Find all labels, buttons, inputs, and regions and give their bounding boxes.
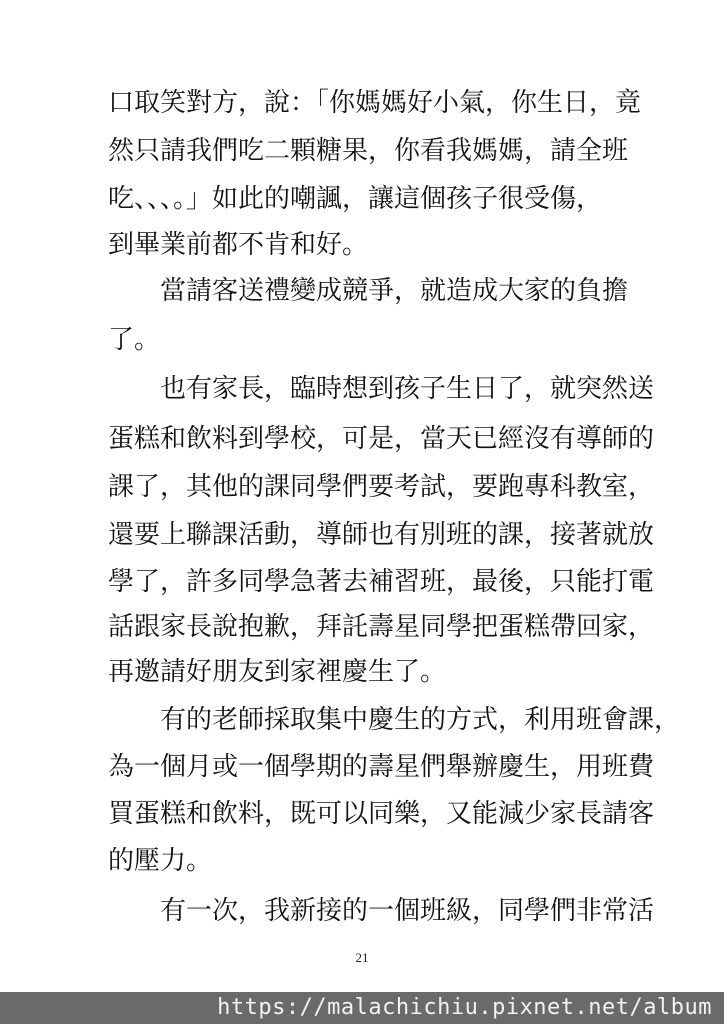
body-line-16: 買蛋糕和飲料，既可以同樂，又能減少家長請客 [108, 799, 655, 829]
body-line-2: 然只請我們吃二顆糖果，你看我媽媽，請全班 [108, 136, 629, 166]
watermark-url: https://malachichiu.pixnet.net/album [217, 995, 712, 1020]
body-line-5: 當請客送禮變成競爭，就造成大家的負擔 [108, 276, 629, 306]
body-line-8: 蛋糕和飲料到學校，可是，當天已經沒有導師的 [108, 424, 655, 454]
body-line-18: 有一次，我新接的一個班級，同學們非常活 [108, 896, 655, 926]
body-line-15: 為一個月或一個學期的壽星們舉辦慶生，用班費 [108, 752, 655, 782]
body-line-4: 到畢業前都不肯和好。 [108, 230, 369, 260]
body-line-10: 還要上聯課活動，導師也有別班的課，接著就放 [108, 520, 655, 550]
body-line-13: 再邀請好朋友到家裡慶生了。 [108, 657, 447, 687]
body-line-7: 也有家長，臨時想到孩子生日了，就突然送 [108, 374, 655, 404]
body-line-1: 口取笑對方，說：「你媽媽好小氣，你生日，竟 [108, 88, 642, 118]
body-line-17: 的壓力。 [108, 846, 213, 876]
body-line-6: 了。 [108, 325, 161, 355]
body-line-12: 話跟家長說抱歉，拜託壽星同學把蛋糕帶回家， [108, 612, 655, 642]
body-line-11: 學了，許多同學急著去補習班，最後，只能打電 [108, 567, 655, 597]
body-line-9: 課了，其他的課同學們要考試，要跑專科教室， [108, 472, 655, 502]
body-line-14: 有的老師採取集中慶生的方式，利用班會課， [108, 705, 681, 735]
body-line-3: 吃、、、。」如此的嘲諷，讓這個孩子很受傷， [108, 184, 603, 214]
page-number: 21 [355, 950, 369, 965]
